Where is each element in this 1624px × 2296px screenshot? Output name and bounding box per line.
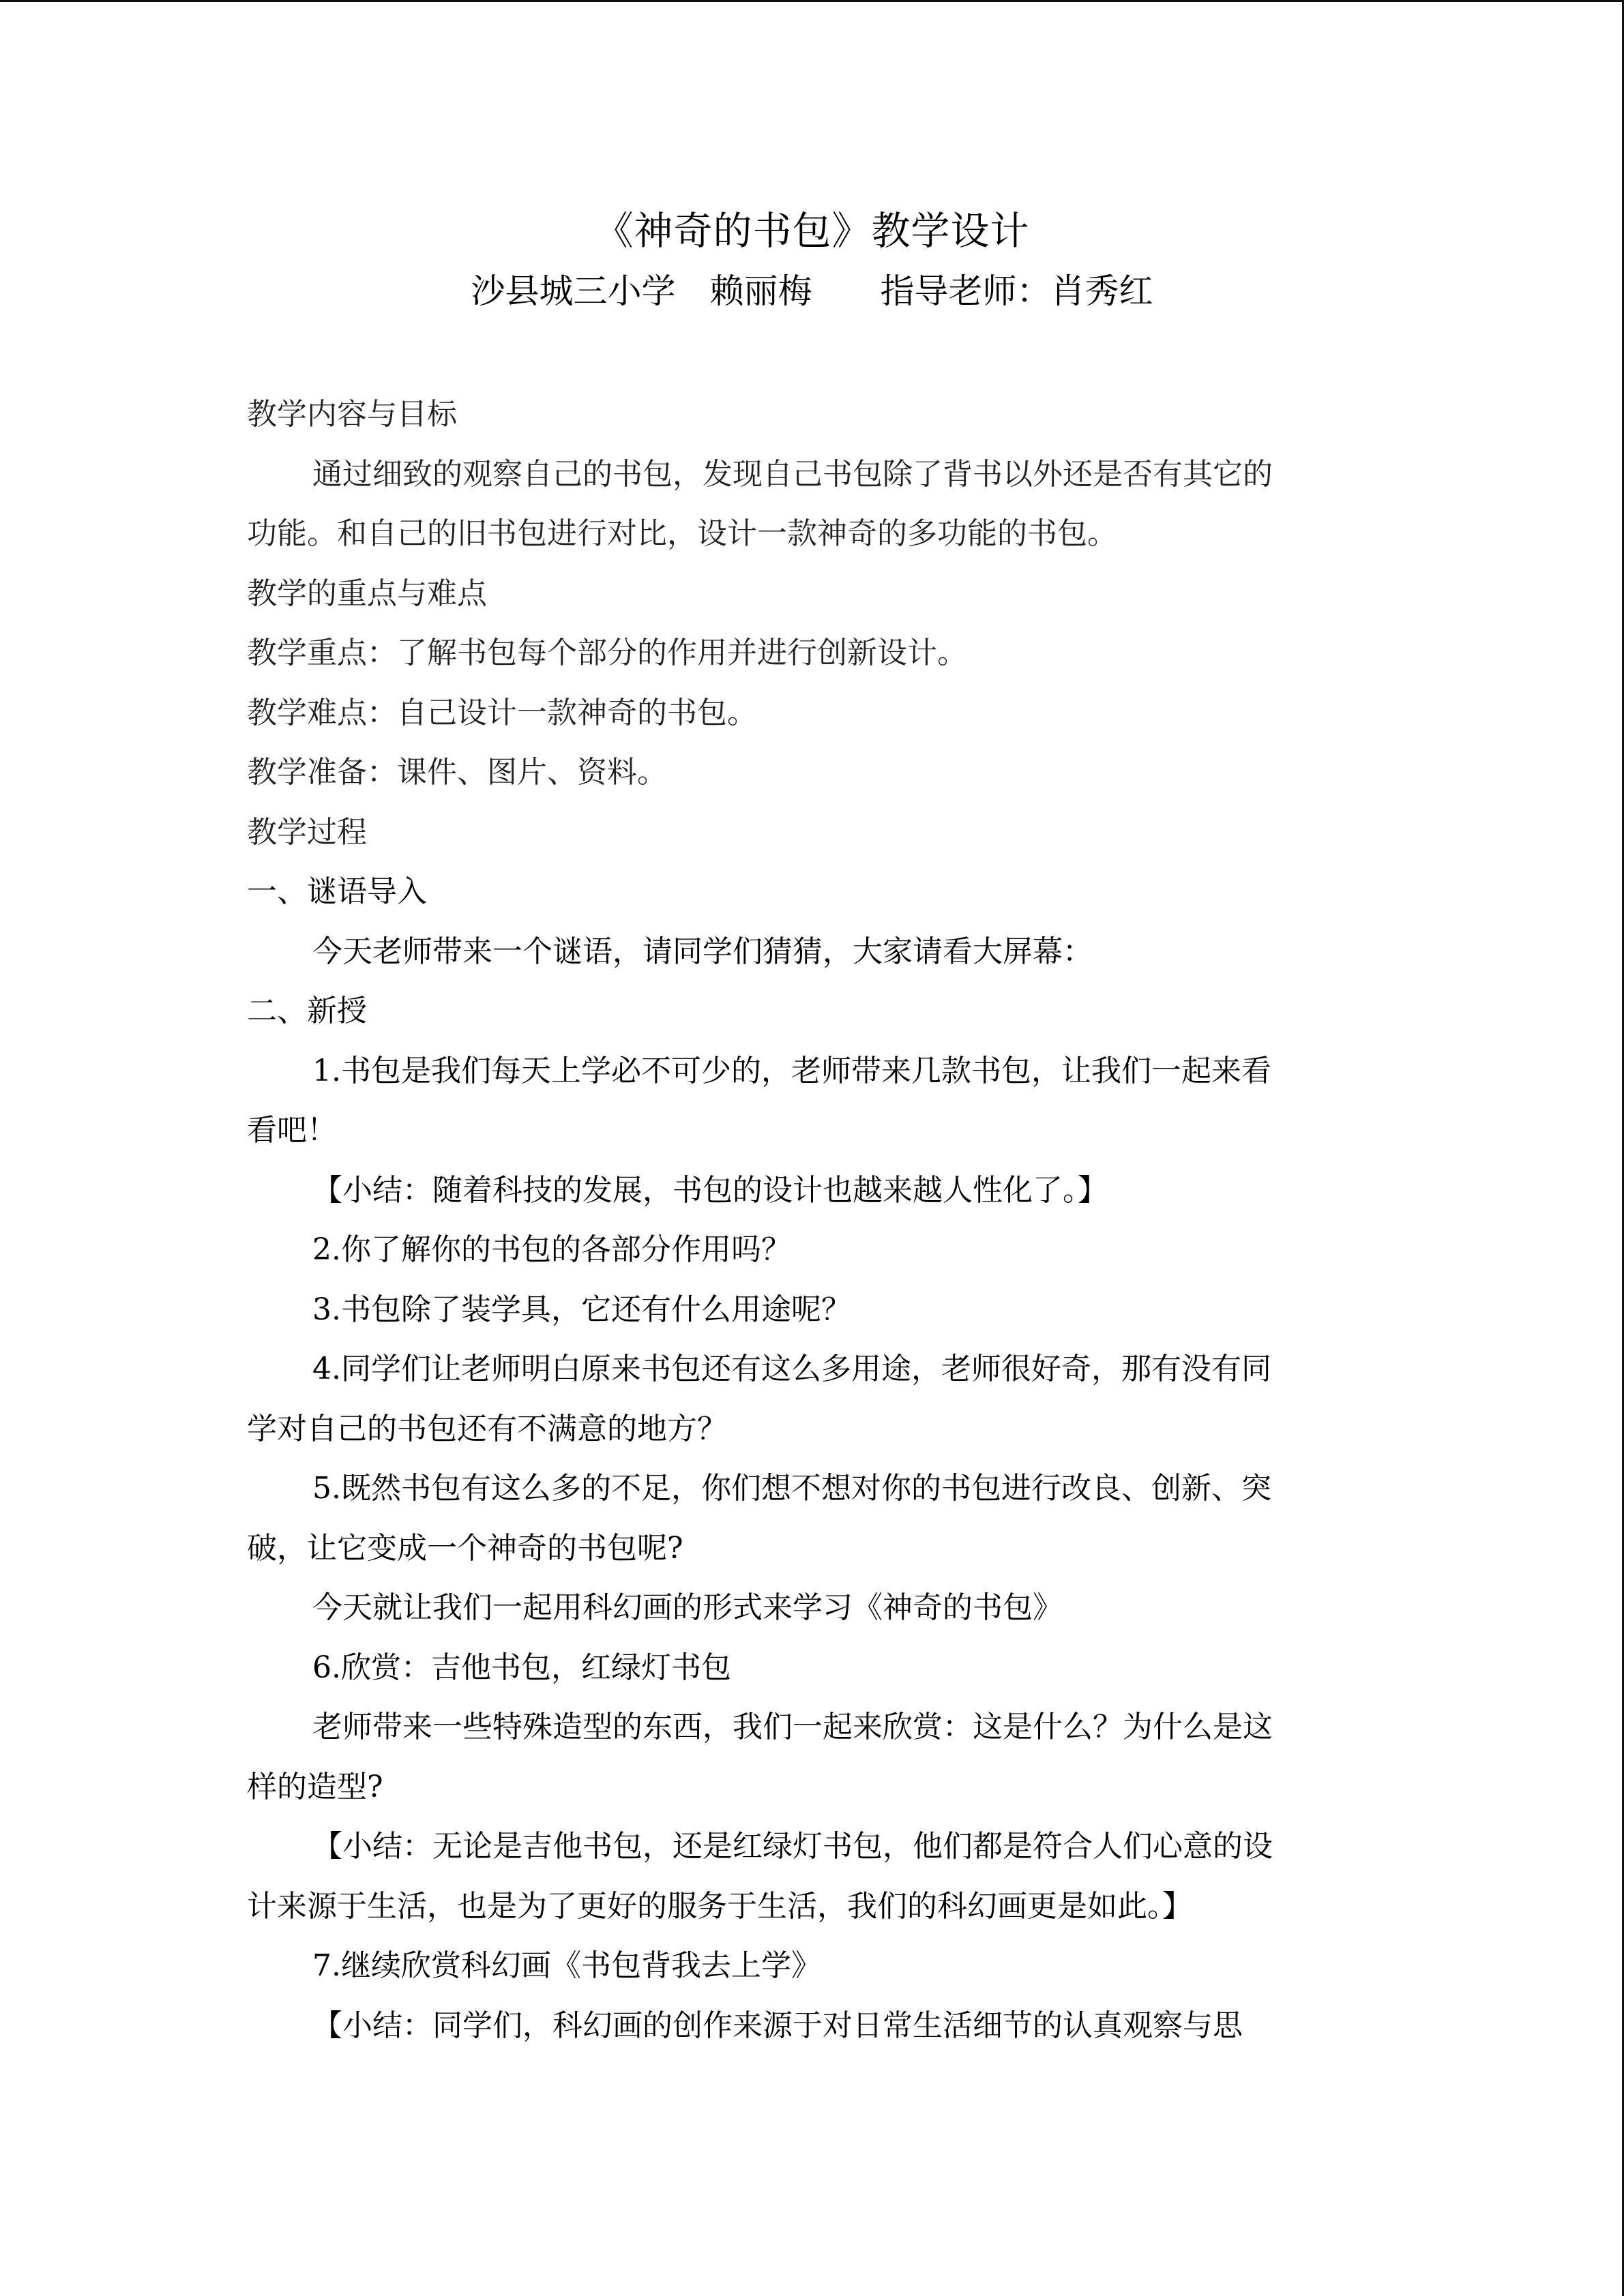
paragraph-line: 通过细致的观察自己的书包，发现自己书包除了背书以外还是否有其它的	[312, 456, 1273, 492]
paragraph-line: 今天就让我们一起用科幻画的形式来学习《神奇的书包》	[312, 1590, 1063, 1625]
numbered-item-4: 4.同学们让老师明白原来书包还有这么多用途，老师很好奇，那有没有同	[312, 1352, 1271, 1386]
numbered-item-3: 3.书包除了装学具，它还有什么用途呢？	[312, 1292, 851, 1327]
numbered-item-7: 7.继续欣赏科幻画《书包背我去上学》	[312, 1948, 821, 1983]
document-subtitle: 沙县城三小学 赖丽梅 指导老师：肖秀红	[471, 271, 1153, 311]
numbered-item-5-cont: 破，让它变成一个神奇的书包呢?	[247, 1530, 683, 1566]
paragraph-line: 老师带来一些特殊造型的东西，我们一起来欣赏：这是什么？为什么是这	[312, 1710, 1273, 1744]
section-heading-process: 教学过程	[247, 814, 367, 850]
numbered-item-4-cont: 学对自己的书包还有不满意的地方？	[247, 1411, 727, 1446]
summary-note: 【小结：无论是吉他书包，还是红绿灯书包，他们都是符合人们心意的设	[312, 1829, 1273, 1864]
summary-note-cont: 计来源于生活，也是为了更好的服务于生活，我们的科幻画更是如此。】	[247, 1888, 1192, 1924]
paragraph-line: 今天老师带来一个谜语，请同学们猜猜，大家请看大屏幕：	[312, 934, 1093, 969]
key-point-line: 教学重点：了解书包每个部分的作用并进行创新设计。	[247, 636, 967, 670]
paragraph-line-cont: 样的造型?	[247, 1769, 383, 1804]
summary-note: 【小结：同学们，科幻画的创作来源于对日常生活细节的认真观察与思	[312, 2008, 1243, 2043]
paragraph-line: 功能。和自己的旧书包进行对比，设计一款神奇的多功能的书包。	[247, 516, 1117, 551]
numbered-item-2: 2.你了解你的书包的各部分作用吗？	[312, 1232, 791, 1267]
subsection-heading-new-lesson: 二、新授	[247, 994, 367, 1028]
document-title: 《神奇的书包》教学设计	[594, 209, 1030, 254]
document-body	[247, 392, 1365, 2063]
section-heading-content-goals: 教学内容与目标	[247, 397, 457, 432]
numbered-item-1-cont: 看吧！	[247, 1113, 337, 1148]
numbered-item-6: 6.欣赏：吉他书包，红绿灯书包	[312, 1650, 731, 1685]
difficulty-line: 教学难点：自己设计一款神奇的书包。	[247, 695, 757, 730]
numbered-item-1: 1.书包是我们每天上学必不可少的，老师带来几款书包，让我们一起来看	[312, 1053, 1271, 1088]
summary-note: 【小结：随着科技的发展，书包的设计也越来越人性化了。】	[312, 1172, 1108, 1208]
preparation-line: 教学准备：课件、图片、资料。	[247, 755, 667, 790]
subsection-heading-riddle: 一、谜语导入	[247, 874, 427, 909]
section-heading-key-points: 教学的重点与难点	[247, 576, 487, 611]
numbered-item-5: 5.既然书包有这么多的不足，你们想不想对你的书包进行改良、创新、突	[312, 1471, 1271, 1506]
